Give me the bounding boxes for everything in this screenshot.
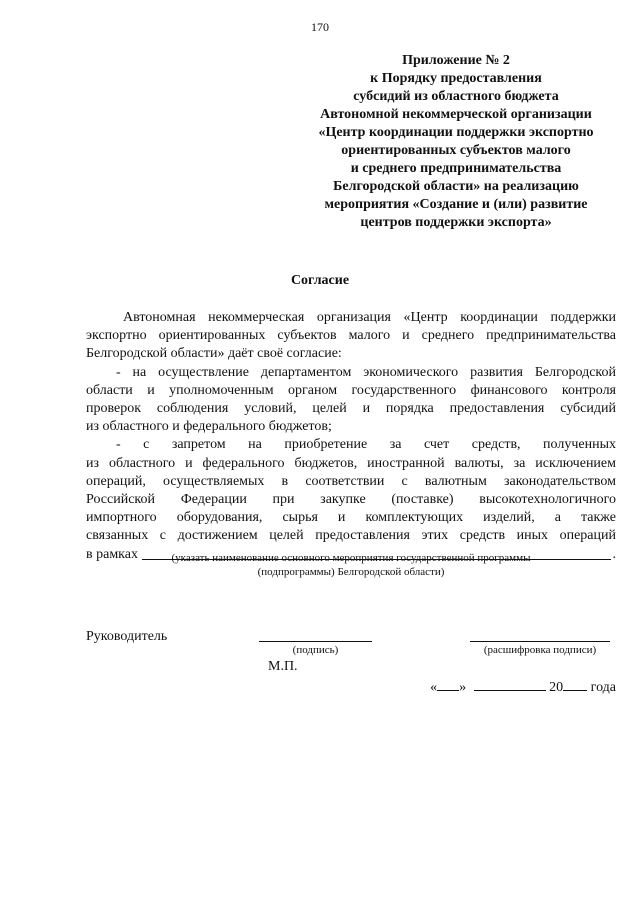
appendix-line: субсидий из областного бюджета	[353, 89, 559, 104]
date-close-quote: »	[459, 680, 467, 695]
body-line: Белгородской области» даёт своё согласие:	[86, 346, 342, 362]
body-line: - с запретом на приобретение за счет средств, полученных	[116, 437, 616, 453]
date-day-field[interactable]	[437, 677, 459, 691]
body-line: связанных с достижением целей предоставления этих средств иных операций	[86, 528, 616, 544]
appendix-line: центров поддержки экспорта»	[360, 215, 552, 230]
body-line: из областного и федерального бюджетов, иностранной валюты, за исключением	[86, 455, 616, 471]
body-line: области и уполномоченным органом государственного финансового контроля	[86, 382, 616, 398]
date-year-prefix: 20	[549, 680, 564, 695]
consent-body	[86, 309, 616, 564]
appendix-line: мероприятия «Создание и (или) развитие	[324, 197, 588, 212]
document-title: Согласие	[290, 273, 350, 288]
appendix-line: «Центр координации поддержки экспортно	[318, 125, 594, 140]
within-label: в рамках	[86, 546, 138, 562]
body-line: из областного и федерального бюджетов;	[86, 419, 332, 435]
appendix-line: к Порядку предоставления	[370, 71, 542, 86]
body-line: Автономная некоммерческая организация «Центр координации поддержки	[123, 310, 616, 325]
body-line: проверок соблюдения условий, целей и порядка предоставления субсидий	[86, 401, 616, 417]
signature-decode-caption: (расшифровка подписи)	[483, 644, 597, 656]
date-open-quote: «	[430, 680, 438, 695]
date-row	[430, 677, 616, 696]
appendix-line: Белгородской области» на реализацию	[333, 179, 579, 194]
hint-line: (подпрограммы) Белгородской области)	[257, 566, 445, 578]
body-line: экспортно ориентированных субъектов малого и среднего предпринимательства	[86, 328, 616, 344]
body-line: - на осуществление департаментом экономического развития Белгородской	[116, 364, 616, 380]
body-line: операций, осуществляемых в соответствии с валютным законодательством	[86, 473, 616, 489]
appendix-header	[296, 52, 616, 232]
head-label: Руководитель	[86, 629, 168, 644]
appendix-line: ориентированных субъектов малого	[341, 143, 571, 158]
appendix-line: Автономной некоммерческой организации	[320, 107, 592, 122]
signature-decode-field[interactable]	[470, 641, 610, 642]
appendix-line: и среднего предпринимательства	[350, 161, 562, 176]
signature-field[interactable]	[259, 641, 372, 642]
hint-line: (указать наименование основного мероприятия государственной программы	[171, 552, 531, 564]
body-line: Российской Федерации при закупке (поставке) высокотехнологичного	[86, 492, 616, 508]
page-number: 170	[311, 20, 329, 34]
signature-caption: (подпись)	[292, 644, 339, 656]
date-month-field[interactable]	[474, 677, 546, 691]
appendix-line: Приложение № 2	[402, 53, 510, 68]
date-year-suffix: года	[590, 680, 616, 695]
date-year-field[interactable]	[563, 677, 587, 691]
stamp-place: М.П.	[268, 659, 298, 674]
within-end: .	[612, 546, 616, 562]
body-line: импортного оборудования, сырья и комплектующих изделий, а также	[86, 510, 616, 526]
program-hint	[86, 551, 616, 579]
